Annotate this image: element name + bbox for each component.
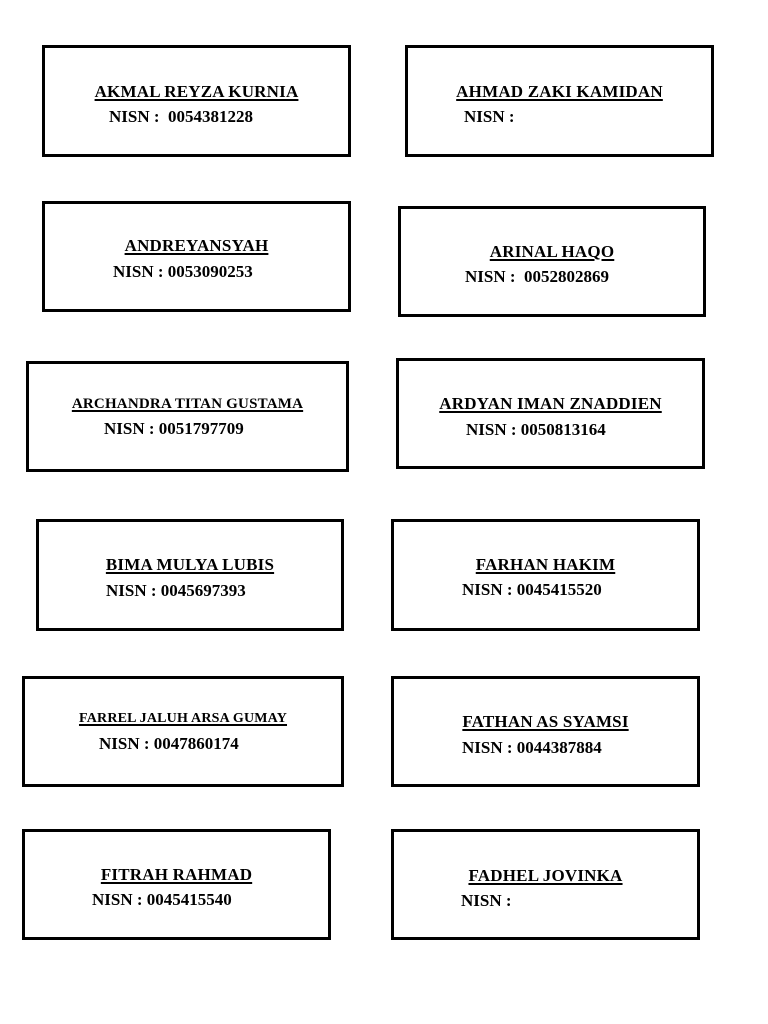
student-name: FADHEL JOVINKA — [468, 866, 623, 885]
student-label-card — [42, 201, 351, 312]
student-nisn: NISN : 0050813164 — [466, 420, 606, 439]
student-label-card — [26, 361, 349, 472]
student-name: BIMA MULYA LUBIS — [105, 555, 275, 574]
student-nisn: NISN : 0045415520 — [462, 580, 602, 599]
student-nisn: NISN : 0053090253 — [113, 262, 253, 281]
student-name: ANDREYANSYAH — [124, 236, 269, 255]
student-label-card — [391, 676, 700, 787]
student-label-card — [391, 829, 700, 940]
student-name: ARINAL HAQO — [489, 242, 615, 261]
student-label-card — [22, 829, 331, 940]
student-label-card — [22, 676, 344, 787]
student-label-card — [36, 519, 344, 631]
student-label-card — [405, 45, 714, 157]
student-name: AKMAL REYZA KURNIA — [94, 82, 299, 101]
student-nisn: NISN : 0054381228 — [109, 107, 254, 126]
student-name: AHMAD ZAKI KAMIDAN — [456, 82, 663, 101]
student-name: ARCHANDRA TITAN GUSTAMA — [71, 396, 304, 412]
student-nisn: NISN : 0051797709 — [104, 419, 244, 438]
student-nisn: NISN : 0045697393 — [106, 581, 246, 600]
student-name: FARREL JALUH ARSA GUMAY — [78, 711, 288, 726]
student-nisn: NISN : — [461, 891, 512, 910]
student-nisn: NISN : 0047860174 — [99, 734, 239, 753]
student-nisn: NISN : 0052802869 — [465, 267, 610, 286]
student-nisn: NISN : — [464, 107, 515, 126]
student-name: FARHAN HAKIM — [475, 555, 616, 574]
student-nisn: NISN : 0045415540 — [92, 890, 232, 909]
student-label-card — [42, 45, 351, 157]
student-nisn: NISN : 0044387884 — [462, 738, 602, 757]
student-name: FATHAN AS SYAMSI — [462, 712, 629, 731]
student-name: ARDYAN IMAN ZNADDIEN — [439, 394, 662, 413]
student-name: FITRAH RAHMAD — [100, 865, 253, 884]
student-label-card — [391, 519, 700, 631]
student-label-card — [396, 358, 705, 469]
student-label-card — [398, 206, 706, 317]
